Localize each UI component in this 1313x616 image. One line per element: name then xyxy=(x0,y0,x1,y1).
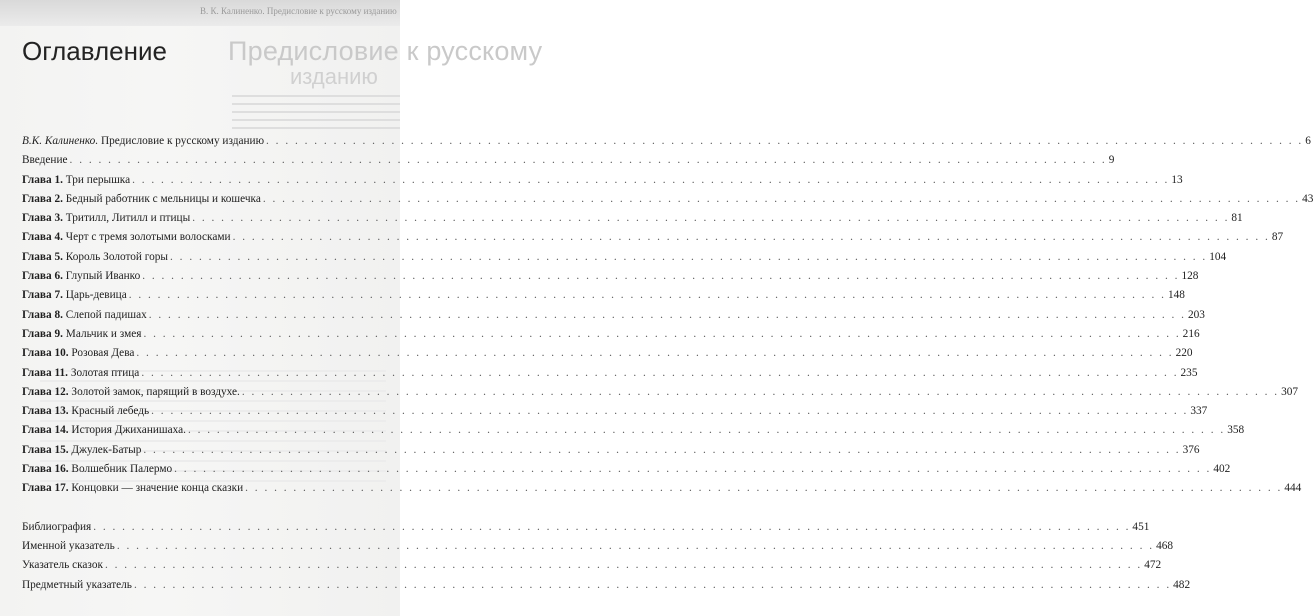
toc-entry-chapter[interactable] xyxy=(22,344,1193,363)
toc-entry-chapter[interactable] xyxy=(22,402,1208,421)
toc-entry-chapter[interactable] xyxy=(22,325,1200,344)
chapter-number: Глава 5. xyxy=(22,250,63,263)
chapter-number: Глава 16. xyxy=(22,463,69,476)
chapter-number: Глава 7. xyxy=(22,289,63,302)
chapter-number: Глава 10. xyxy=(22,347,69,360)
chapter-number: Глава 12. xyxy=(22,385,69,398)
toc-entry-title: Золотой замок, парящий в воздухе. xyxy=(71,385,240,398)
toc-entry-back-matter[interactable] xyxy=(22,537,1174,556)
toc-entry-page: 148 xyxy=(1167,289,1185,302)
chapter-number: Глава 15. xyxy=(22,443,69,456)
chapter-number: Глава 3. xyxy=(22,212,63,225)
toc-entry-title: Предметный указатель xyxy=(22,578,132,591)
dot-leader xyxy=(188,421,1225,440)
toc-entry-page: 402 xyxy=(1213,463,1231,476)
toc-entry-page: 444 xyxy=(1284,482,1302,495)
dot-leader xyxy=(149,306,1186,325)
dot-leader xyxy=(151,402,1188,421)
toc-entry-page: 307 xyxy=(1281,385,1299,398)
toc-entry-page: 482 xyxy=(1173,578,1191,591)
toc-entry-page: 203 xyxy=(1187,308,1205,321)
toc-entry-title: Золотая птица xyxy=(70,366,140,379)
chapter-number: Глава 13. xyxy=(22,405,69,418)
toc-entry-back-matter[interactable] xyxy=(22,576,1191,595)
dot-leader xyxy=(266,132,1303,151)
toc-entry-title: Слепой падишах xyxy=(65,308,147,321)
toc-entry-title: Указатель сказок xyxy=(22,559,103,572)
dot-leader xyxy=(93,518,1130,537)
dot-leader xyxy=(263,190,1300,209)
toc-entry-chapter[interactable] xyxy=(22,383,1299,402)
toc-entry-title: Черт с тремя золотыми волосками xyxy=(65,231,231,244)
page-title: Оглавление xyxy=(22,36,167,66)
toc-entry-page: 13 xyxy=(1171,173,1183,186)
dot-leader xyxy=(142,267,1179,286)
toc-entry-author: В.К. Калиненко. xyxy=(22,135,99,147)
toc-entry-page: 216 xyxy=(1182,327,1200,340)
chapter-number: Глава 14. xyxy=(22,424,69,437)
toc-entry-chapter[interactable] xyxy=(22,171,1183,190)
toc-entry-page: 220 xyxy=(1175,347,1193,360)
toc-entry-title: Именной указатель xyxy=(22,539,115,552)
toc-entry-chapter[interactable] xyxy=(22,286,1185,305)
bleed-through-title-line2: изданию xyxy=(290,64,378,89)
dot-leader xyxy=(170,248,1207,267)
page-header-strip xyxy=(0,0,400,26)
chapter-number: Глава 6. xyxy=(22,270,63,283)
table-of-contents xyxy=(22,132,1313,595)
toc-entry-back-matter[interactable] xyxy=(22,556,1162,575)
bleed-header-text: В. К. Калиненко. Предисловие к русскому изданию xyxy=(200,6,397,16)
toc-entry-introduction[interactable] xyxy=(22,151,1115,170)
dot-leader xyxy=(132,171,1169,190)
dot-leader xyxy=(134,576,1171,595)
toc-entry-page: 128 xyxy=(1181,270,1199,283)
toc-entry-title: Волшебник Палермо xyxy=(71,463,173,476)
chapter-number: Глава 1. xyxy=(22,173,63,186)
bleed-through-text-lines xyxy=(232,95,400,135)
toc-entry-title: Джулек-Батыр xyxy=(71,443,142,456)
chapter-number: Глава 8. xyxy=(22,308,63,321)
toc-entry-page: 43 xyxy=(1302,192,1313,205)
chapter-number: Глава 11. xyxy=(22,366,68,379)
dot-leader xyxy=(136,344,1173,363)
toc-entry-title: Мальчик и змея xyxy=(65,327,142,340)
toc-entry-page: 451 xyxy=(1132,520,1150,533)
dot-leader xyxy=(174,460,1211,479)
toc-entry-title: Розовая Дева xyxy=(71,347,135,360)
dot-leader xyxy=(143,441,1180,460)
toc-entry-page: 358 xyxy=(1227,424,1245,437)
toc-entry-page: 81 xyxy=(1231,212,1243,225)
dot-leader xyxy=(70,151,1107,170)
toc-entry-page: 235 xyxy=(1180,366,1198,379)
toc-entry-title: Библиография xyxy=(22,520,92,533)
back-matter-list xyxy=(22,518,1191,595)
toc-entry-title: Введение xyxy=(22,154,68,167)
toc-entry-page: 9 xyxy=(1108,154,1115,167)
dot-leader xyxy=(105,556,1142,575)
toc-entry-chapter[interactable] xyxy=(22,460,1231,479)
toc-entry-title: Три перышка xyxy=(65,173,131,186)
toc-entry-page: 472 xyxy=(1144,559,1162,572)
toc-entry-page: 87 xyxy=(1271,231,1284,244)
dot-leader xyxy=(242,383,1279,402)
toc-entry-chapter[interactable] xyxy=(22,228,1284,247)
toc-entry-page: 337 xyxy=(1190,405,1208,418)
toc-entry-chapter[interactable] xyxy=(22,364,1198,383)
toc-entry-title: История Джиханишаха. xyxy=(71,424,186,437)
toc-entry-chapter[interactable] xyxy=(22,190,1313,209)
dot-leader xyxy=(245,479,1282,498)
toc-entry-title: Тритилл, Литилл и птицы xyxy=(65,212,191,225)
toc-entry-title: Глупый Иванко xyxy=(65,270,141,283)
section-spacer xyxy=(22,499,388,518)
toc-entry-page: 104 xyxy=(1209,250,1227,263)
chapter-number: Глава 17. xyxy=(22,482,69,495)
toc-entry-page: 376 xyxy=(1182,443,1200,456)
dot-leader xyxy=(143,325,1180,344)
toc-entry-chapter[interactable] xyxy=(22,209,1243,228)
dot-leader xyxy=(192,209,1229,228)
dot-leader xyxy=(117,537,1154,556)
bleed-through-title: Предисловие к русскому xyxy=(228,36,543,66)
chapter-number: Глава 2. xyxy=(22,192,63,205)
toc-entry-page: 6 xyxy=(1305,135,1311,147)
toc-entry-title: Бедный работник с мельницы и кошечка xyxy=(65,192,261,205)
toc-entry-title: Красный лебедь xyxy=(71,405,150,418)
toc-entry-chapter[interactable] xyxy=(22,441,1200,460)
toc-entry-title: Концовки — значение конца сказки xyxy=(71,482,244,495)
toc-entry-chapter[interactable] xyxy=(22,267,1199,286)
toc-entry-back-matter[interactable] xyxy=(22,518,1150,537)
chapter-list xyxy=(22,171,1313,499)
toc-entry-chapter[interactable] xyxy=(22,306,1205,325)
dot-leader xyxy=(141,364,1178,383)
toc-entry-title: Царь-девица xyxy=(65,289,127,302)
toc-entry-title: Предисловие к русскому изданию xyxy=(100,135,265,147)
dot-leader xyxy=(233,228,1270,247)
dot-leader xyxy=(129,286,1166,305)
chapter-number: Глава 4. xyxy=(22,231,63,244)
toc-entry-chapter[interactable] xyxy=(22,479,1302,498)
toc-entry-title: Король Золотой горы xyxy=(65,250,169,263)
toc-entry-chapter[interactable] xyxy=(22,248,1227,267)
toc-entry-preface[interactable] xyxy=(22,132,1311,151)
toc-entry-page: 468 xyxy=(1156,539,1174,552)
toc-entry-chapter[interactable] xyxy=(22,421,1245,440)
chapter-number: Глава 9. xyxy=(22,327,63,340)
